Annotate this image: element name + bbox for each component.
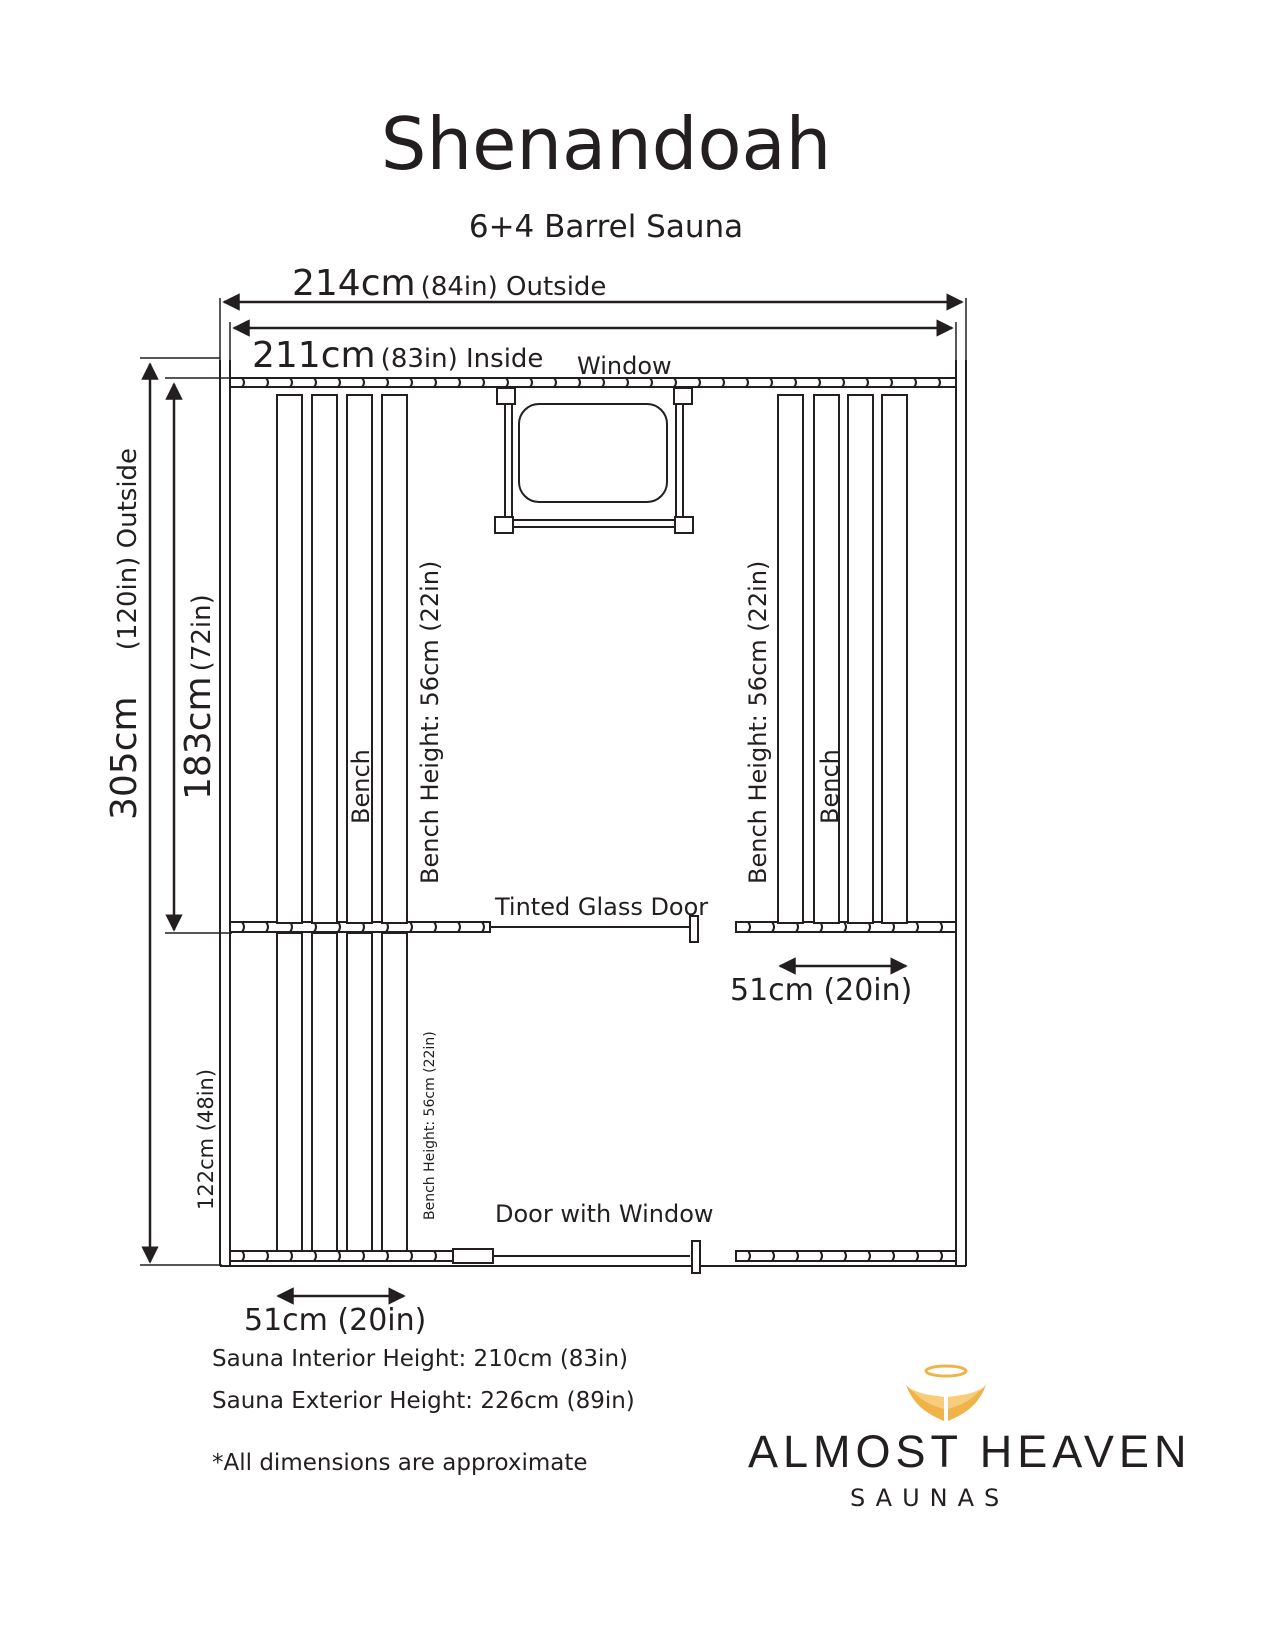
brand-sub: SAUNAS xyxy=(850,1484,1010,1512)
bench-board xyxy=(382,933,407,1251)
bench-label-right: Bench xyxy=(816,749,844,824)
bench-depth-label-left: 51cm (20in) xyxy=(244,1303,427,1338)
window-label: Window xyxy=(577,352,672,380)
bench-board xyxy=(347,933,372,1251)
page-title: Shenandoah xyxy=(380,102,832,186)
bench-board xyxy=(277,933,302,1251)
interior-height-note: Sauna Interior Height: 210cm (83in) xyxy=(212,1346,628,1372)
inside-width-metric: 211cm xyxy=(252,335,376,376)
bench-height-label-left: Bench Height: 56cm (22in) xyxy=(416,560,444,884)
inside-width-imperial: (83in) Inside xyxy=(380,344,544,374)
outside-length-label xyxy=(104,448,145,820)
approximate-note: *All dimensions are approximate xyxy=(212,1450,588,1476)
page-subtitle: 6+4 Barrel Sauna xyxy=(468,209,744,245)
outside-width-imperial: (84in) Outside xyxy=(420,272,607,302)
bench-depth-label-right: 51cm (20in) xyxy=(730,973,913,1008)
room-length-label xyxy=(178,594,219,800)
bench-board xyxy=(814,395,839,923)
bench-height-label-porch: Bench Height: 56cm (22in) xyxy=(422,1031,438,1220)
bench-board xyxy=(848,395,873,923)
stave-strip xyxy=(230,1251,453,1261)
bench-label-left: Bench xyxy=(347,749,375,824)
bench-board xyxy=(312,933,337,1251)
inside-width-label xyxy=(252,335,543,376)
outside-width-label xyxy=(292,263,606,304)
outside-length-imperial: (120in) Outside xyxy=(113,447,143,651)
exterior-height-note: Sauna Exterior Height: 226cm (89in) xyxy=(212,1388,635,1414)
outside-length-metric: 305cm xyxy=(104,696,145,820)
porch-length-metric: 122cm xyxy=(194,1137,218,1210)
bench-board xyxy=(312,395,337,923)
wings-halo-logo-icon xyxy=(900,1363,992,1425)
tinted-glass-door-label: Tinted Glass Door xyxy=(495,893,709,921)
room-length-imperial: (72in) xyxy=(187,594,217,672)
door-with-window-label: Door with Window xyxy=(495,1200,714,1228)
outside-width-metric: 214cm xyxy=(292,263,416,304)
bench-board xyxy=(347,395,372,923)
window xyxy=(495,388,693,533)
bench-board xyxy=(778,395,803,923)
bench-board xyxy=(277,395,302,923)
porch-length-label xyxy=(194,1069,218,1210)
porch-length-imperial: (48in) xyxy=(194,1068,218,1132)
bench-height-label-right: Bench Height: 56cm (22in) xyxy=(744,560,772,884)
room-length-metric: 183cm xyxy=(178,676,219,800)
window-glass xyxy=(519,404,667,502)
brand-name: ALMOST HEAVEN xyxy=(748,1426,1192,1477)
bench-board xyxy=(882,395,907,923)
bench-board xyxy=(382,395,407,923)
